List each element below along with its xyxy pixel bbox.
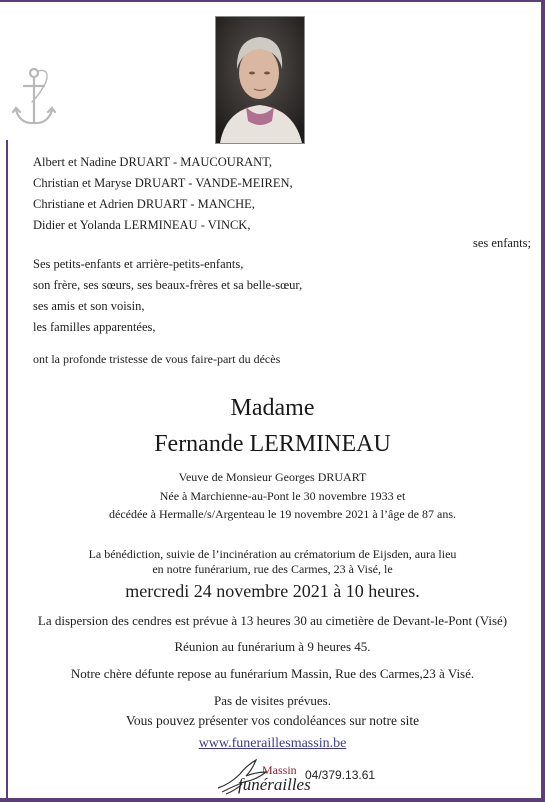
- announcement-text: ont la profonde tristesse de vous faire-part du décès: [33, 352, 281, 366]
- phone-number: 04/379.13.61: [305, 768, 376, 782]
- meeting-text: Réunion au funérarium à 9 heures 45.: [174, 639, 371, 654]
- relatives-line: ses amis et son voisin,: [33, 299, 145, 313]
- logo-massin-text: Massin: [262, 763, 297, 777]
- death-text: décédée à Hermalle/s/Argenteau le 19 novembre 2021 à l’âge de 87 ans.: [109, 507, 456, 521]
- no-visits-text: Pas de visites prévues.: [214, 693, 331, 708]
- condolences-text: Vous pouvez présenter vos condoléances sur notre site: [125, 713, 420, 728]
- relatives-line: Ses petits-enfants et arrière-petits-enfants,: [33, 257, 244, 271]
- logo-funerailles-text: funérailles: [238, 775, 311, 794]
- relatives-line: son frère, ses sœurs, ses beaux-frères et sa belle-sœur,: [33, 278, 303, 292]
- family-line: Christian et Maryse DRUART - VANDE-MEIREN,: [33, 176, 293, 190]
- ceremony-text: en notre funérarium, rue des Carmes, 23 à Visé, le: [152, 562, 393, 576]
- family-line: Didier et Yolanda LERMINEAU - VINCK,: [33, 218, 251, 232]
- honorific-title: Madame: [230, 395, 315, 421]
- children-label: ses enfants;: [473, 236, 531, 250]
- website-link[interactable]: www.funeraillesmassin.be: [198, 736, 347, 751]
- ceremony-text: La bénédiction, suivie de l’incinération au crématorium de Eijsden, aura lieu: [88, 547, 457, 561]
- portrait-image: [216, 17, 304, 143]
- ceremony-date: mercredi 24 novembre 2021 à 10 heures.: [125, 581, 420, 601]
- birth-text: Née à Marchienne-au-Pont le 30 novembre 1933 et: [159, 489, 406, 503]
- family-line: Christiane et Adrien DRUART - MANCHE,: [33, 197, 255, 211]
- rests-text: Notre chère défunte repose au funérarium Massin, Rue des Carmes,23 à Visé.: [70, 666, 475, 681]
- family-line: Albert et Nadine DRUART - MAUCOURANT,: [33, 155, 273, 169]
- deceased-name: Fernande LERMINEAU: [154, 431, 391, 457]
- portrait-photo: [215, 16, 305, 144]
- website-row: [0, 734, 545, 752]
- dispersion-text: La dispersion des cendres est prévue à 13 heures 30 au cimetière de Devant-le-Pont (Visé): [37, 613, 508, 628]
- widow-of-text: Veuve de Monsieur Georges DRUART: [178, 470, 367, 484]
- relatives-line: les familles apparentées,: [33, 320, 156, 334]
- anchor-icon: [10, 66, 56, 130]
